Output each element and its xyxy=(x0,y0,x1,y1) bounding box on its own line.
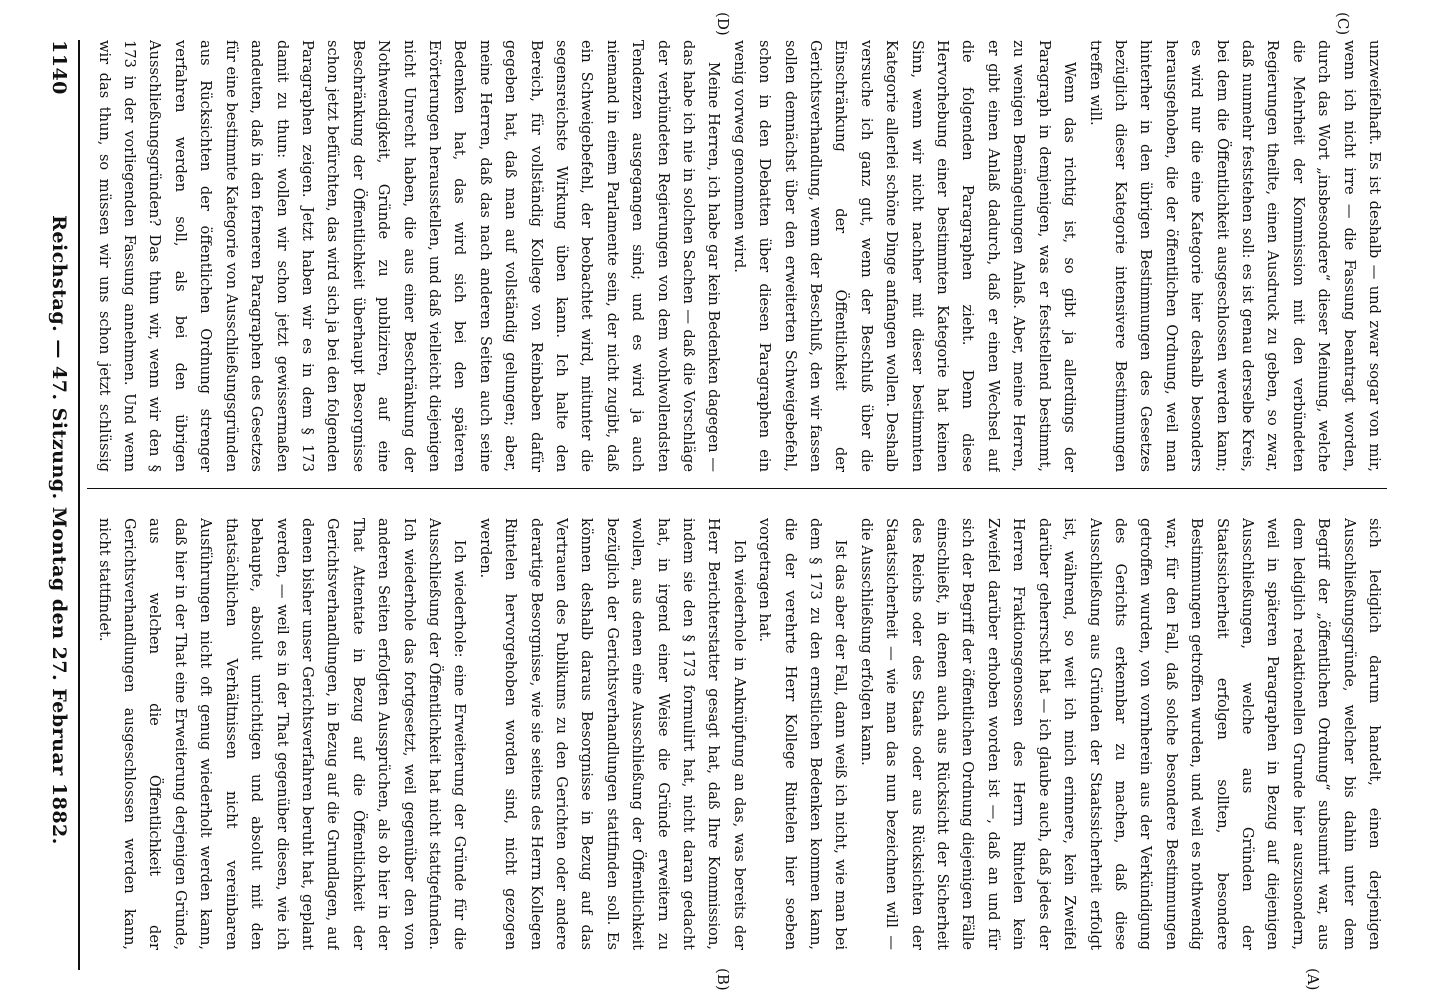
text-column-right xyxy=(87,40,1387,472)
page-header xyxy=(36,40,72,970)
paragraph: Meine Herren, ich habe gar kein Bedenken dagegen — das habe ich nie in solchen Sachen — daß die Vorschläge der verbündeten Regierungen von dem wohlwollendsten Tendenzen ausgegangen sind; und es wird ja auch niemand in einem Parlamente sein, der nicht zugibt, daß ein Schweigebefehl, der beobachtet wird, mitunter die segensreichste Wirkung üben kann. Ich halte den Bereich, für vollständig Kollege von Reinbaben dafür gegeben hat, daß man auf vollständig gelungen; aber, meine Herren, daß das nach anderen Seiten auch seine Bedenken hat, das wird sich bei den späteren Erörterungen herausstellen, und daß vielleicht diejenigen nicht Unrecht haben, die aus einer Beschränkung der Nothwendigkeit, Gründe zu publiziren, auf eine Beschränkung der Öffentlichkeit überhaupt Besorgnisse schon jetzt befürchten, das wird sich ja bei den folgenden Paragraphen zeigen. Jetzt haben wir es in dem § 173 damit zu thun: wollen wir schon jetzt gewissermaßen andeuten, daß in den ferneren Paragraphen des Gesetzes für eine bestimmte Kategorie von Ausschließungsgründen aus Rücksichten der öffentlichen Ordnung strenger verfahren werden soll, als bei den übrigen Ausschließungsgründen? Das thun wir, wenn wir den § 173 in der vorliegenden Fassung annehmen. Und wenn wir das thun, so müssen wir uns schon jetzt schlüssig xyxy=(95,40,723,472)
page-number: 1140 xyxy=(48,40,70,95)
text-column-left xyxy=(87,518,1387,950)
session-title: Reichstag. — 47. Sitzung. Montag den 27. Februar 1882. xyxy=(48,215,70,845)
paragraph: unzweifelhaft. Es ist deshalb — und zwar sogar von mir, wenn ich nicht irre — die Fassung beantragt worden, durch das Wort „insbesondere“ dieser Meinung, welche die Mehrheit der Kommission mit den verbündeten Regierungen theilte, einen Ausdruck zu geben, so zwar, daß nunmehr feststehen soll: es ist genau derselbe Kreis, bei dem die Öffentlichkeit ausgeschlossen werden kann; es wird nur die eine Kategorie hier deshalb besonders herausgehoben, die der öffentlichen Ordnung, weil man hinterher in den übrigen Bestimmungen des Gesetzes bezüglich dieser Kategorie intensivere Bestimmungen treffen will. xyxy=(1086,40,1383,472)
paragraph: Ist das aber der Fall, dann weiß ich nicht, wie man bei dem § 173 zu den ernstlichen Bedenken kommen kann, die der verehrte Herr Kollege Rintelen hier soeben vorgetragen hat. xyxy=(756,518,850,950)
header-rule xyxy=(78,40,80,970)
column-divider xyxy=(87,488,1387,489)
margin-marker-d: (D) xyxy=(714,12,732,36)
paragraph: Ich wiederhole: eine Erweiterung der Gründe für die Ausschließung der Öffentlichkeit hat nicht stattgefunden. Ich wiederhole das fortgesetzt, weil gegenüber den von anderen Seiten erfolgten Aussprüchen, als ob hier in der That Attentate in Bezug auf die Öffentlichkeit der Gerichtsverhandlungen, in Bezug auf die Grundlagen, auf denen bisher unser Gerichtsverfahren beruht hat, geplant werden, — weil es in der That gegenüber diesen, wie ich behaupte, absolut unrichtigen und absolut mit den thatsächlichen Verhältnissen nicht vereinbaren Ausführungen nicht oft genug wiederholt werden kann, daß hier in der That eine Erweiterung derjenigen Gründe, aus welchen die Öffentlichkeit der Gerichtsverhandlungen ausgeschlossen werden kann, nicht stattfindet. xyxy=(95,518,469,950)
paragraph xyxy=(87,518,91,950)
margin-marker-c: (C) xyxy=(1334,12,1352,36)
margin-marker-b: (B) xyxy=(714,968,732,991)
paragraph: sich lediglich darum handelt, einen derjenigen Ausschließungsgründe, welcher bis dahin unter dem Begriff der „öffentlichen Ordnung“ subsumirt war, aus dem lediglich redaktionellen Grunde hier auszusondern, weil in späteren Paragraphen in Bezug auf diejenigen Ausschließungen, welche aus Gründen der Staatssicherheit erfolgen sollten, besondere Bestimmungen getroffen wurden, und weil es nothwendig war, für den Fall, daß solche besondere Bestimmungen getroffen wurden, von vornherein aus der Verkündigung des Gerichts erkennbar zu machen, daß diese Ausschließung aus Gründen der Staatssicherheit erfolgt ist, während, so weit ich mich erinnere, kein Zweifel darüber geherrscht hat — ich glaube auch, daß jedes der Herren Fraktionsgenossen des Herrn Rintelen kein Zweifel darüber erhoben worden ist —, daß an und für sich der Begriff der öffentlichen Ordnung diejenigen Fälle einschließt, in denen auch aus Rücksicht der Sicherheit des Reichs oder des Staats oder aus Rücksichten der Staatssicherheit — wie man das nun bezeichnen will — die Ausschließung erfolgen kann. xyxy=(857,518,1383,950)
paragraph: Wenn das richtig ist, so gibt ja allerdings der Paragraph in demjenigen, was er feststellend bestimmt, zu wenigen Bemängelungen Anlaß. Aber, meine Herren, er gibt einen Anlaß dadurch, daß er einen Wechsel auf die folgenden Paragraphen zieht. Denn diese Hervorhebung einer bestimmten Kategorie hat keinen Sinn, wenn wir nicht nachher mit dieser bestimmten Kategorie allerlei schöne Dinge anfangen wollen. Deshalb versuche ich ganz gut, wenn der Beschluß über die Einschränkung der Öffentlichkeit der Gerichtsverhandlung, wenn der Beschluß, den wir fassen sollen demnächst über den erweiterten Schweigebefehl, schon in den Debatten über diesen Paragraphen ein wenig vorweg genommen wird. xyxy=(730,40,1079,472)
margin-marker-a: (A) xyxy=(1304,968,1322,991)
paragraph: Ich wiederhole in Anknüpfung an das, was bereits der Herr Berichterstatter gesagt hat, daß Ihre Kommission, indem sie den § 173 formulirt hat, nicht daran gedacht hat, in irgend einer Weise die Gründe erweitern zu wollen, aus denen eine Ausschließung der Öffentlichkeit bezüglich der Gerichtsverhandlungen stattfinden soll. Es können deshalb daraus Besorgnisse in Bezug auf das Vertrauen des Publikums zu den Gerichten oder andere derartige Besorgnisse, wie sie seitens des Herrn Kollegen Rintelen hervorgehoben worden sind, nicht gezogen werden. xyxy=(476,518,748,950)
